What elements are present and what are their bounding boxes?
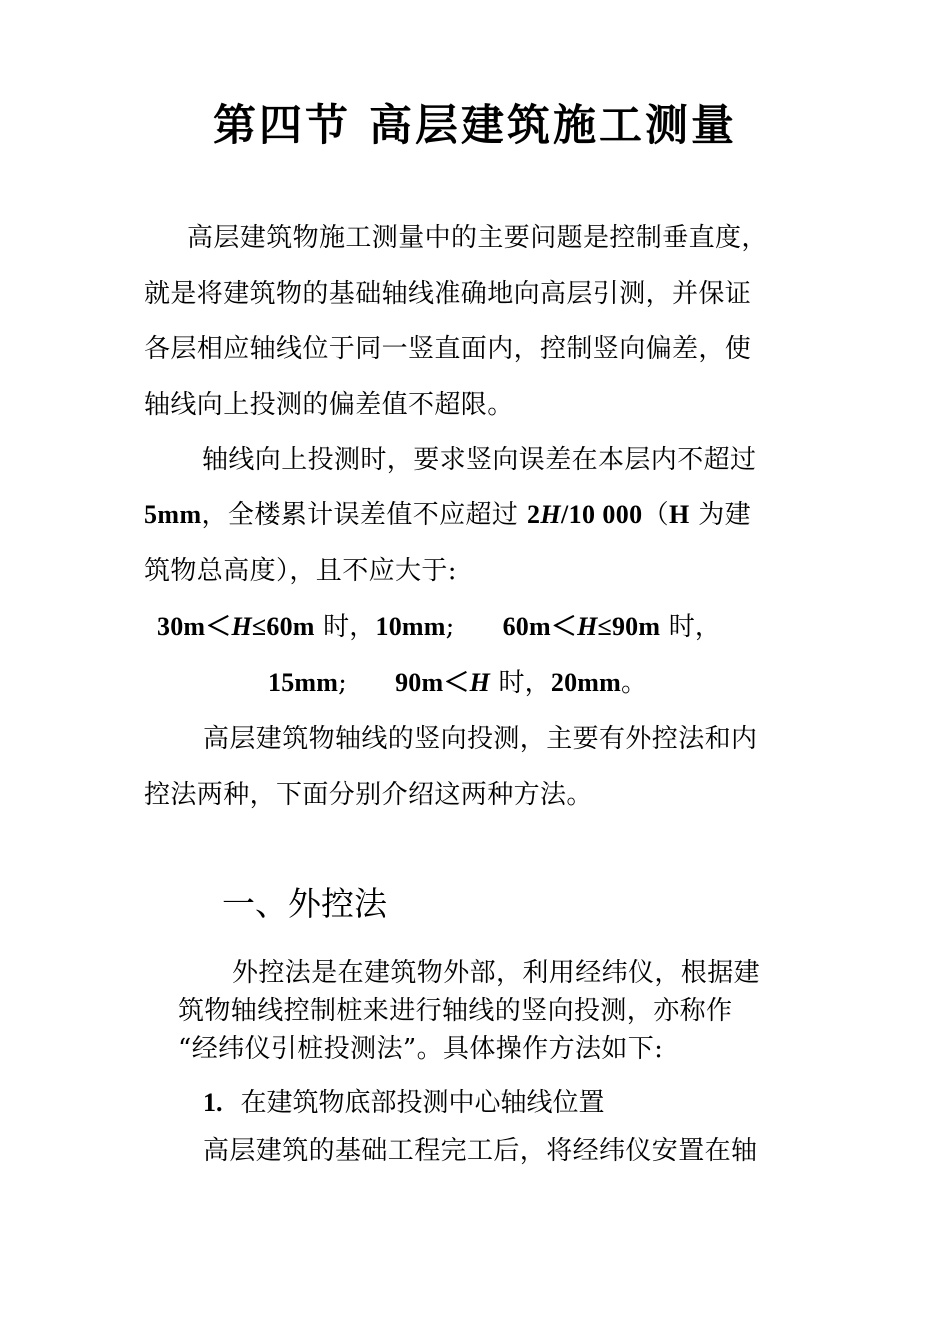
paragraph-line: 轴线向上投测时，要求竖向误差在本层内不超过	[202, 445, 757, 475]
text-run: 为建	[689, 500, 752, 530]
range-end: ≤90m	[597, 612, 661, 641]
paragraph-line: 高层建筑的基础工程完工后，将经纬仪安置在轴	[203, 1136, 758, 1166]
limit-value: 15mm	[268, 668, 339, 697]
range-start: 60m＜	[502, 612, 578, 641]
paragraph-line: 控法两种，下面分别介绍这两种方法。	[144, 780, 593, 810]
item-text: 在建筑物底部投测中心轴线位置	[240, 1088, 605, 1118]
formula-number: 2	[527, 500, 541, 529]
h-symbol: H	[577, 612, 598, 641]
paragraph-line: 高层建筑物轴线的竖向投测，主要有外控法和内	[203, 724, 758, 754]
text-run: 时，	[660, 612, 722, 642]
range-start: 30m＜	[157, 612, 232, 641]
h-symbol: H	[469, 668, 490, 697]
text-run: 时，	[490, 668, 551, 698]
h-symbol: H	[231, 612, 252, 641]
paragraph-line	[144, 500, 751, 530]
paragraph-line: 筑物轴线控制桩来进行轴线的竖向投测，亦称作	[178, 996, 733, 1026]
page-title: 第四节 高层建筑施工测量	[213, 101, 737, 151]
criteria-line	[157, 612, 721, 642]
text-run: ，全楼累计误差值不应超过	[201, 500, 527, 530]
paragraph-line: “经纬仪引桩投测法”。具体操作方法如下:	[178, 1034, 664, 1064]
numbered-item	[203, 1082, 605, 1119]
text-run: 时，	[314, 612, 376, 642]
range-end: ≤60m	[251, 612, 315, 641]
h-symbol: H	[668, 500, 690, 529]
range-start: 90m＜	[395, 668, 470, 697]
paragraph-line: 轴线向上投测的偏差值不超限。	[144, 390, 514, 420]
text-run: （	[642, 500, 669, 530]
paragraph-line: 各层相应轴线位于同一竖直面内，控制竖向偏差，使	[144, 334, 752, 364]
paragraph-line: 就是将建筑物的基础轴线准确地向高层引测，并保证	[144, 279, 752, 309]
text-run: ;	[338, 668, 348, 698]
criteria-line	[268, 668, 647, 698]
paragraph-line: 筑物总高度），且不应大于:	[144, 556, 457, 586]
value-5mm: 5mm	[144, 500, 202, 529]
formula-divisor: /10 000	[561, 500, 643, 529]
section-heading: 一、外控法	[222, 884, 387, 923]
paragraph-line: 高层建筑物施工测量中的主要问题是控制垂直度，	[187, 223, 768, 253]
text-run: 。	[621, 668, 648, 698]
limit-value: 20mm	[550, 668, 621, 697]
paragraph-line: 外控法是在建筑物外部，利用经纬仪，根据建	[232, 958, 761, 988]
formula-h: H	[540, 500, 562, 529]
text-run: ;	[445, 612, 455, 642]
limit-value: 10mm	[375, 612, 446, 641]
item-number: 1.	[203, 1088, 223, 1117]
